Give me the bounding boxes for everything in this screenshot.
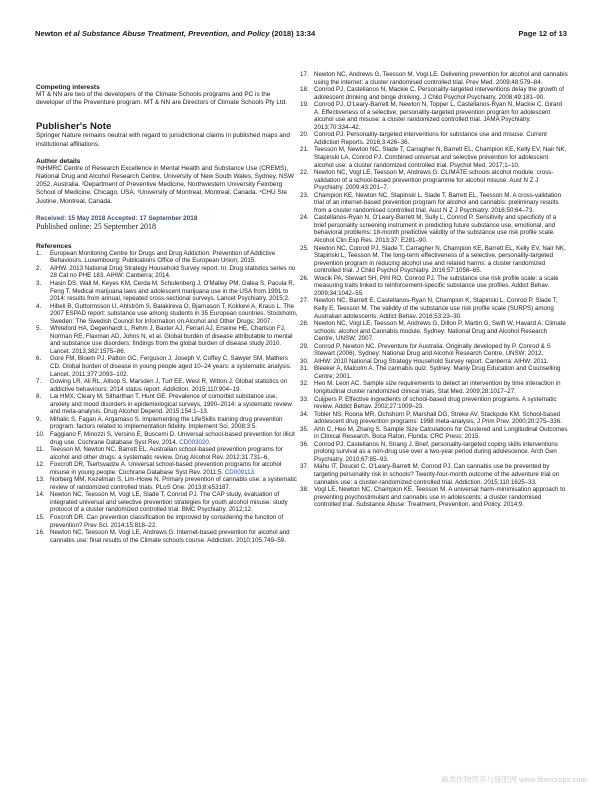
reference-text — [314, 275, 568, 298]
reference-number: 34. — [300, 410, 309, 418]
reference-number: 11. — [36, 446, 45, 454]
reference-body: Mihalic S, Fagan A, Argamaso S. Implementing the LifeSkills training drug prevention program: factors related to implementation fidelity. Implement Sci. 2008;3:5. — [50, 415, 283, 431]
reference-item — [300, 275, 568, 298]
reference-number: 21. — [300, 146, 309, 154]
reference-body: Conrod PJ, O'Leary-Barrett M, Newton N, Topper L, Castellanos-Ryan N, Mackie C, Girard A. Effectiveness of a selective, personality-targeted prevention program for adolescent alcohol use and misuse: a cluster randomized controlled trial. JAMA Psychiatry. 2013;70:334–42. — [314, 101, 562, 131]
publishers-note-text: Springer Nature remains neutral with regard to jurisdictional claims in published maps and institutional affiliations. — [36, 132, 290, 148]
reference-text — [50, 431, 298, 446]
reference-item — [300, 131, 568, 146]
reference-number: 16. — [36, 529, 45, 537]
reference-body: Castellanos-Ryan N, O'Leary-Barrett M, Sully L, Conrod P. Sensitivity and specificity of a brief personality screening instrument in predicting future substance use, emotional, and behavioral problems: 18-month predictive validity of the substance use risk profile scale. Alcohol Clin Exp Res. 2013;37: E281–90. — [314, 214, 557, 245]
reference-item — [36, 514, 298, 529]
reference-text — [314, 214, 568, 244]
reference-number: 31. — [300, 365, 309, 373]
reference-item — [36, 265, 298, 280]
reference-item — [36, 325, 298, 355]
reference-item — [300, 441, 568, 464]
published-online-line: Published online: 25 September 2018 — [36, 221, 156, 231]
reference-item — [300, 486, 568, 509]
reference-text — [314, 192, 568, 215]
reference-item — [36, 416, 298, 431]
reference-text — [50, 476, 298, 491]
reference-body: Conrod P, Newton NC. Preventure for Australia. Originally developed by P. Conrod & S Stewart (2006). Sydney: National Drug and Alcohol Research Centre, UNSW; 2012. — [314, 342, 551, 358]
reference-item — [300, 169, 568, 192]
reference-body: Heo M, Leon AC. Sample size requirements to detect an intervention by time interaction in longitudinal cluster randomized clinical trials. Stat Med. 2009;28:1017–27. — [314, 380, 561, 395]
reference-text — [50, 280, 298, 303]
reference-number: 27. — [300, 297, 309, 305]
reference-item — [300, 297, 568, 320]
reference-item — [300, 86, 568, 101]
reference-number: 14. — [36, 491, 45, 499]
reference-number: 33. — [300, 395, 309, 403]
reference-number: 8. — [36, 393, 42, 401]
received-accepted-line: Received: 15 May 2018 Accepted: 17 September 2018 — [36, 214, 198, 222]
references-list-left — [36, 250, 298, 544]
reference-number: 10. — [36, 430, 45, 438]
reference-text — [314, 245, 568, 275]
author-details-title: Author details — [36, 157, 81, 165]
reference-item — [300, 214, 568, 244]
doi-link[interactable]: CD003020. — [179, 438, 211, 446]
reference-number: 24. — [300, 214, 309, 222]
reference-item — [300, 358, 568, 366]
journal-prefix: Newton — [35, 29, 65, 38]
doi-link[interactable]: CD009113. — [224, 468, 256, 476]
reference-number: 15. — [36, 513, 45, 521]
reference-item — [36, 446, 298, 461]
reference-text — [314, 169, 568, 192]
reference-text — [50, 514, 298, 529]
reference-number: 9. — [36, 415, 42, 423]
reference-body: Norberg MM, Kezelman S, Lim-Howe N. Primary prevention of cannabis use: a systematic review of randomized controlled trials. PLoS One. 2013;8:e53187. — [50, 476, 297, 491]
reference-body: Newton NC, Teesson M, Vogl LE, Andrews G. Internet-based prevention for alcohol and cannabis use: final results of the Climate schools course. Addiction. 2010;105:749–59. — [50, 529, 290, 544]
reference-text — [50, 416, 298, 431]
reference-body: Bleeker A, Malcolm A. The cannabis quiz. Sydney: Manly Drug Education and Counselling Centre; 2001. — [314, 365, 561, 380]
reference-text — [50, 461, 298, 476]
reference-body: Teesson M, Newton NC, Slade T, Carragher N, Barrett EL, Champion KE, Kelly EV, Nair NK, Stapinski LA, Conrod PJ. Combined universal and selective prevention for adolescent alcohol use: a cluster randomized controlled trial. Psychol Med. 2017;1–10. — [314, 146, 567, 169]
reference-text — [314, 396, 568, 411]
reference-text — [314, 380, 568, 395]
reference-text — [50, 393, 298, 416]
reference-number: 29. — [300, 342, 309, 350]
reference-item — [300, 320, 568, 343]
reference-item — [36, 378, 298, 393]
reference-item — [36, 355, 298, 378]
reference-item — [300, 192, 568, 215]
reference-body: Champion KE, Newton NC, Stapinski L, Slade T, Barrett EL, Teesson M. A cross-validation trial of an internet-based prevention program for alcohol and cannabis: preliminary results from a cluster randomised controlled trial. Aust N Z J Psychiatry. 2016;50:64–73. — [314, 191, 562, 214]
reference-number: 28. — [300, 320, 309, 328]
reference-item — [36, 393, 298, 416]
reference-body: Mahu IT, Doucet C, O'Leary-Barrett M, Conrod PJ. Can cannabis use be prevented by targeting personality risk in schools? Twenty-four-month outcome of the adventure trial on cannabis use: a cluster-randomized controlled trial. Addiction. 2015;110:1625–33. — [314, 463, 560, 486]
reference-body: Newton NC, Conrod PJ, Slade T, Carragher N, Champion KE, Barrett EL, Kelly EV, Nair NK, Stapinski L, Teesson M. The long-term effectiveness of a selective, personality-targeted prevention program in reducing alcohol use and related harms: a cluster randomized controlled trial. J Child Psychol Psychiatry. 2016;57:1056–65. — [314, 244, 566, 275]
reference-body: Woicik PA, Stewart SH, Pihl RO, Conrod PJ. The substance use risk profile scale: a scale measuring traits linked to reinforcement-specific substance use profiles. Addict Behav. 2009;34:1042–55. — [314, 274, 559, 297]
competing-interests-title: Competing interests — [36, 84, 100, 91]
reference-item — [36, 250, 298, 265]
reference-text — [314, 365, 568, 380]
reference-text — [314, 146, 568, 169]
reference-item — [300, 146, 568, 169]
reference-text — [314, 86, 568, 101]
reference-item — [36, 461, 298, 476]
reference-number: 25. — [300, 244, 309, 252]
reference-item — [36, 476, 298, 491]
reference-body: Teesson M, Newton NC, Barrett EL. Australian school-based prevention programs for alcohol and other drugs: a systematic review. Drug Alcohol Rev. 2012;31:731–6. — [50, 446, 283, 461]
reference-body: Gowing LR, Ali RL, Allsop S, Marsden J, Turf EE, West R, Witton J. Global statistics on addictive behaviours: 2014 status report. Addiction. 2015;110:904–19. — [50, 378, 288, 393]
reference-body: Faggiano F, Minozzi S, Versino E, Buscemi D. Universal school-based prevention for illicit drug use. Cochrane Database Syst Rev. 2014. — [50, 430, 295, 446]
reference-body: European Monitoring Centre for Drugs and Drug Addiction: Prevention of Addictive Behaviours. Luxembourg: Publications Office of the European Union; 2015. — [50, 249, 276, 265]
reference-number: 1. — [36, 249, 42, 257]
reference-number: 23. — [300, 191, 309, 199]
competing-interests-text: MT & NN are two of the developers of the Climate Schools programs and PC is the developer of the Preventure program. MT & NN are Directors of Climate Schools Pty Ltd. — [36, 91, 287, 107]
reference-body: Cuijpers P. Effective ingredients of school-based drug prevention programs. A systematic review. Addict Behav. 2002;27:1009–23. — [314, 395, 557, 411]
reference-number: 4. — [36, 302, 42, 310]
reference-text — [314, 343, 568, 358]
reference-body: Ahn C, Heo M, Zhang S. Sample Size Calculations for Clustered and Longitudinal Outcomes in Clinical Research. Boca Raton, Florida: CRC Press; 2015. — [314, 425, 568, 441]
reference-body: Conrod PJ. Personality-targeted interventions for substance use and misuse. Current Addiction Reports. 2016;3:426–36. — [314, 131, 547, 146]
publishers-note-title: Publisher's Note — [36, 121, 112, 133]
references-list-right — [300, 71, 568, 509]
reference-item — [300, 426, 568, 441]
reference-number: 38. — [300, 486, 309, 494]
reference-number: 12. — [36, 461, 45, 469]
reference-number: 35. — [300, 425, 309, 433]
reference-number: 7. — [36, 378, 42, 386]
reference-item — [300, 463, 568, 486]
reference-number: 19. — [300, 101, 309, 109]
reference-item — [36, 280, 298, 303]
reference-number: 13. — [36, 476, 45, 484]
reference-text — [50, 325, 298, 355]
reference-number: 17. — [300, 71, 309, 78]
reference-text — [50, 529, 298, 544]
reference-number: 2. — [36, 264, 42, 272]
reference-text — [50, 491, 298, 514]
reference-number: 18. — [300, 86, 309, 94]
reference-body: Newton NC, Teesson M, Vogl LE, Slade T, Conrod PJ. The CAP study, evaluation of integrated universal and selective prevention strategies for youth alcohol misuse: study protocol of a cluster randomized controlled trial. BMC Psychiatry. 2012;12. — [50, 491, 288, 514]
reference-number: 26. — [300, 274, 309, 282]
reference-item — [36, 491, 298, 514]
reference-body: Conrod PJ, Castellanos N, Strang J. Brief, personality-targeted coping skills interventions prolong survival as a non-drug use over a two-year period during adolescence. Arch Gen Psychiatry. 2010;67:85–93. — [314, 440, 558, 463]
reference-number: 22. — [300, 169, 309, 177]
reference-item — [300, 71, 568, 86]
journal-italic: et al Substance Abuse Treatment, Prevention, and Policy — [64, 29, 270, 38]
reference-body: Tobler NS, Roona MR, Ochshorn P, Marshall DG, Streke AV, Stackpole KM. School-based adolescent drug prevention programs: 1998 meta-analysis. J Prim Prev. 2000;20:275–336. — [314, 410, 562, 426]
reference-item — [300, 245, 568, 275]
references-title: References — [36, 242, 72, 250]
reference-text — [314, 71, 568, 86]
reference-text — [314, 441, 568, 464]
reference-text — [50, 250, 298, 265]
reference-item — [300, 380, 568, 395]
reference-text — [50, 378, 298, 393]
running-header-journal — [35, 29, 315, 38]
left-column — [36, 84, 298, 544]
reference-item — [300, 411, 568, 426]
reference-body: Hibell B, Guttormsson U, Ahlström S, Balakireva O, Bjarnason T, Kokkevi A, Kraus L. The 2007 ESPAD report: substance use among students in 35 European countries. Stockholm, Sweden: The Swedish Council for Information on Alcohol and Other Drugs; 2007. — [50, 302, 298, 325]
reference-text — [50, 446, 298, 461]
reference-number: 37. — [300, 463, 309, 471]
reference-body: AIHW: 2010 National Drug Strategy Household Survey report. Canberra: AIHW; 2011. — [314, 357, 549, 365]
reference-item — [36, 303, 298, 326]
reference-text — [314, 411, 568, 426]
reference-body: Gore FM, Bloem PJ, Patton GC, Ferguson J, Joseph V, Coffey C, Sawyer SM, Mathers CD. Global burden of disease in young people aged 10–24 years: a systematic analysis. Lancet. 2011;377:2093–102. — [50, 355, 292, 378]
reference-body: Conrod PJ, Castellanos N, Mackie C. Personality-targeted interventions delay the growth of adolescent drinking and binge drinking. J Child Psychol Psychiatry. 2008;49:181–90. — [314, 86, 565, 101]
reference-body: Foxcroft DR. Can prevention classification be improved by considering the function of prevention? Prev Sci. 2014;15:818–22. — [50, 513, 284, 529]
reference-text — [314, 101, 568, 131]
reference-text — [314, 358, 568, 366]
reference-body: Newton NC, Vogl LE, Teesson M, Andrews G, Dillon P, Martin G, Swift W, Havard A: Climate schools: alcohol and Cannabis module. Sydney: National Drug and Alcohol Research Centre, UNSW; 2007. — [314, 320, 566, 343]
reference-number: 36. — [300, 440, 309, 448]
reference-text — [314, 131, 568, 146]
reference-text — [50, 265, 298, 280]
reference-number: 5. — [36, 325, 42, 333]
reference-number: 6. — [36, 355, 42, 363]
reference-body: Foxcroft DR, Tsertsvadze A. Universal school-based prevention programs for alcohol misuse in young people. Cochrane Database Syst Rev. 2011;5. — [50, 461, 282, 476]
reference-number: 32. — [300, 380, 309, 388]
reference-text — [314, 426, 568, 441]
reference-text — [314, 463, 568, 486]
reference-item — [300, 365, 568, 380]
reference-body: Hasin DS, Wall M, Keyes KM, Cerda M, Schulenberg J, O'Malley PM, Galea S, Pacula R, Feng T. Medical marijuana laws and adolescent marijuana use in the USA from 1991 to 2014: results from annual, repeated cross-sectional surveys. Lancet Psychiatry. 2015;2. — [50, 280, 295, 303]
reference-text — [314, 486, 568, 509]
reference-body: Newton NC, Vogl LE, Teesson M, Andrews G. CLIMATE schools alcohol module: cross-validation of a school-based prevention programme for alcohol misuse. Aust N Z J Psychiatry. 2009;43:201–7. — [314, 169, 554, 192]
reference-text — [314, 320, 568, 343]
reference-body: Vogl LE, Newton NC, Champion KE, Teesson M. A universal harm-minimisation approach to preventing psychostimulant and cannabis use in adolescents: a cluster randomised controlled trial. Substance Abuse: Treatment, Prevention, and Policy. 2014;9. — [314, 486, 566, 509]
reference-body: Newton NC, Andrews G, Teesson M, Vogl LE. Delivering prevention for alcohol and cannabis using the internet: a cluster randomised controlled trial. Prev Med. 2009;48:579–84. — [314, 71, 568, 86]
page-number: Page 12 of 13 — [518, 29, 567, 38]
watermark: 麻类作物营养与施肥网 www.fibercrops.com — [441, 775, 587, 784]
reference-body: Newton NC, Barrett E, Castellanos-Ryan N, Champion K, Stapinski L, Conrod P, Slade T, Kelly E, Teesson M. The validity of the substance use risk profile scale (SURPS) among Australian adolescents. Addict Behav. 2016;53:23–30. — [314, 297, 558, 320]
journal-suffix: (2018) 13:34 — [269, 29, 316, 38]
reference-text — [50, 303, 298, 326]
reference-body: Lai HMX, Cleary M, Sitharthan T, Hunt GE. Prevalence of comorbid substance use, anxiety and mood disorders in epidemiological surveys, 1990–2014: a systematic review and meta-analysis. Drug Alcohol Depend. 2015;154:1–13. — [50, 393, 292, 416]
reference-number: 20. — [300, 131, 309, 139]
reference-body: AIHW. 2013 National Drug Strategy Household Survey report. In: Drug statistics series no 28 Cat no PHE 183. AIHW: Canberra; 2014. — [50, 264, 296, 280]
reference-item — [36, 529, 298, 544]
reference-item — [300, 101, 568, 131]
reference-number: 30. — [300, 357, 309, 365]
right-column — [300, 71, 568, 509]
reference-text — [314, 297, 568, 320]
reference-body: Whiteford HA, Degenhardt L, Rehm J, Baxter AJ, Ferrari AJ, Erskine HE, Charlson FJ, Norman RE, Flaxman AD, Johns N, et al. Global burden of disease attributable to mental and substance use disorders: findings from the global burden of disease study 2010. Lancet. 2013;382:1575–86. — [50, 325, 293, 355]
author-details-text: ¹NHMRC Centre of Research Excellence in Mental Health and Substance Use (CREMS), National Drug and Alcohol Research Centre, University of New South Wales, Sydney, NSW 2052, Australia. ²Department of Preventive Medicine, Northwestern University Feinberg School of Medicine, Chicago, USA. ³University of Montreal, Montreal, Canada. ⁴CHU Ste Justine, Montreal, Canada. — [36, 164, 294, 205]
reference-item — [36, 431, 298, 446]
reference-item — [300, 343, 568, 358]
reference-number: 3. — [36, 280, 42, 288]
reference-item — [300, 396, 568, 411]
reference-text — [50, 355, 298, 378]
